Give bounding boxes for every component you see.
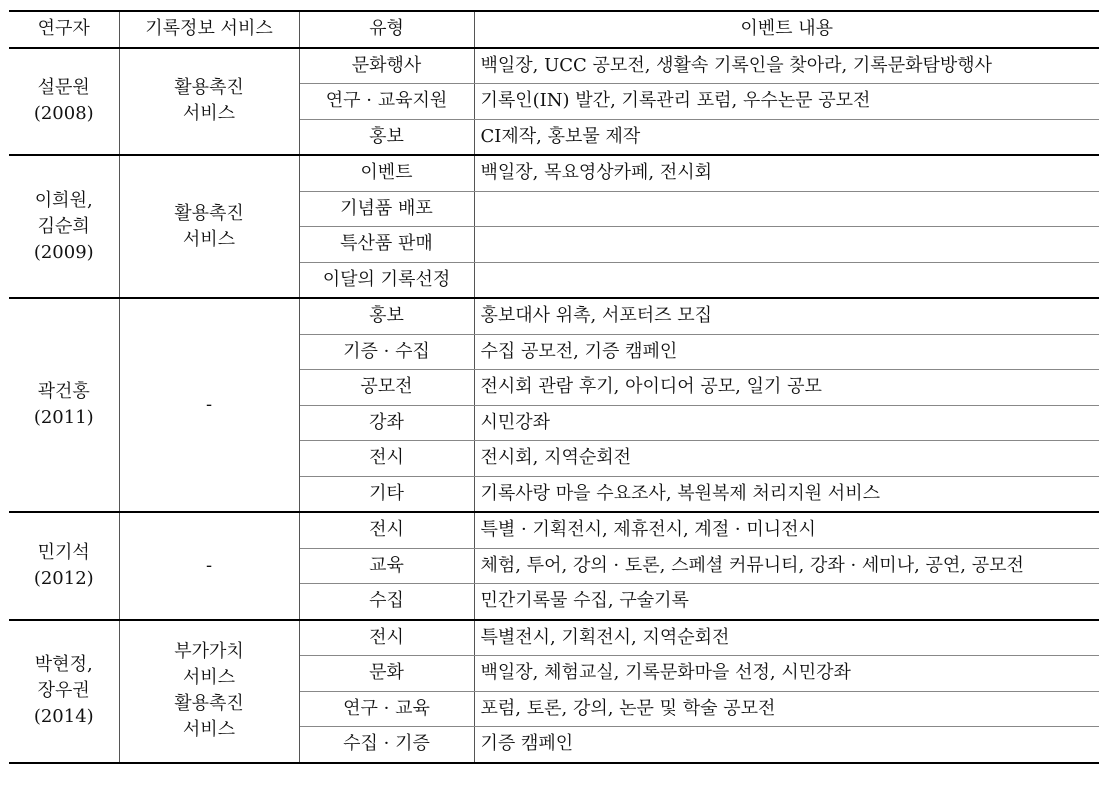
cell-content: 포럼, 토론, 강의, 논문 및 학술 공모전 [474, 691, 1099, 727]
cell-service: - [119, 298, 299, 512]
cell-content: 특별 · 기획전시, 제휴전시, 계절 · 미니전시 [474, 512, 1099, 548]
cell-content [474, 227, 1099, 263]
cell-type: 수집 · 기증 [299, 727, 474, 763]
cell-type: 이벤트 [299, 155, 474, 191]
cell-content [474, 262, 1099, 298]
cell-type: 전시 [299, 620, 474, 656]
cell-type: 기타 [299, 476, 474, 512]
header-row [9, 11, 1099, 48]
cell-service: - [119, 512, 299, 620]
header-type: 유형 [299, 11, 474, 48]
cell-type: 기증 · 수집 [299, 334, 474, 370]
cell-content: 기증 캠페인 [474, 727, 1099, 763]
cell-type: 특산품 판매 [299, 227, 474, 263]
cell-service: 부가가치 서비스 활용촉진 서비스 [119, 620, 299, 763]
cell-content: 수집 공모전, 기증 캠페인 [474, 334, 1099, 370]
cell-content [474, 191, 1099, 227]
header-service: 기록정보 서비스 [119, 11, 299, 48]
cell-type: 전시 [299, 441, 474, 477]
header-researcher: 연구자 [9, 11, 119, 48]
table-row [9, 512, 1099, 548]
table-row [9, 298, 1099, 334]
research-event-table [9, 10, 1099, 764]
cell-content: 체험, 투어, 강의 · 토론, 스페셜 커뮤니티, 강좌 · 세미나, 공연, 공모전 [474, 548, 1099, 584]
cell-content: 홍보대사 위촉, 서포터즈 모집 [474, 298, 1099, 334]
cell-service: 활용촉진 서비스 [119, 48, 299, 156]
table-row [9, 48, 1099, 84]
cell-content: 전시회, 지역순회전 [474, 441, 1099, 477]
cell-researcher: 민기석 (2012) [9, 512, 119, 620]
cell-type: 문화 [299, 656, 474, 692]
cell-content: 백일장, UCC 공모전, 생활속 기록인을 찾아라, 기록문화탐방행사 [474, 48, 1099, 84]
cell-type: 연구 · 교육 [299, 691, 474, 727]
header-content: 이벤트 내용 [474, 11, 1099, 48]
cell-researcher: 이희원, 김순희 (2009) [9, 155, 119, 298]
cell-researcher: 박현정, 장우권 (2014) [9, 620, 119, 763]
cell-content: 백일장, 체험교실, 기록문화마을 선정, 시민강좌 [474, 656, 1099, 692]
cell-content: 전시회 관람 후기, 아이디어 공모, 일기 공모 [474, 370, 1099, 406]
cell-researcher: 설문원 (2008) [9, 48, 119, 156]
cell-type: 수집 [299, 584, 474, 620]
cell-content: CI제작, 홍보물 제작 [474, 119, 1099, 155]
table-row [9, 620, 1099, 656]
cell-researcher: 곽건홍 (2011) [9, 298, 119, 512]
table-row [9, 155, 1099, 191]
cell-content: 시민강좌 [474, 405, 1099, 441]
cell-type: 공모전 [299, 370, 474, 406]
cell-content: 백일장, 목요영상카페, 전시회 [474, 155, 1099, 191]
cell-type: 연구 · 교육지원 [299, 84, 474, 120]
table-body [9, 48, 1099, 763]
cell-type: 전시 [299, 512, 474, 548]
cell-type: 교육 [299, 548, 474, 584]
cell-type: 강좌 [299, 405, 474, 441]
cell-content: 민간기록물 수집, 구술기록 [474, 584, 1099, 620]
cell-type: 문화행사 [299, 48, 474, 84]
cell-type: 이달의 기록선정 [299, 262, 474, 298]
cell-content: 기록인(IN) 발간, 기록관리 포럼, 우수논문 공모전 [474, 84, 1099, 120]
cell-type: 기념품 배포 [299, 191, 474, 227]
cell-content: 특별전시, 기획전시, 지역순회전 [474, 620, 1099, 656]
cell-content: 기록사랑 마을 수요조사, 복원복제 처리지원 서비스 [474, 476, 1099, 512]
cell-service: 활용촉진 서비스 [119, 155, 299, 298]
cell-type: 홍보 [299, 298, 474, 334]
cell-type: 홍보 [299, 119, 474, 155]
